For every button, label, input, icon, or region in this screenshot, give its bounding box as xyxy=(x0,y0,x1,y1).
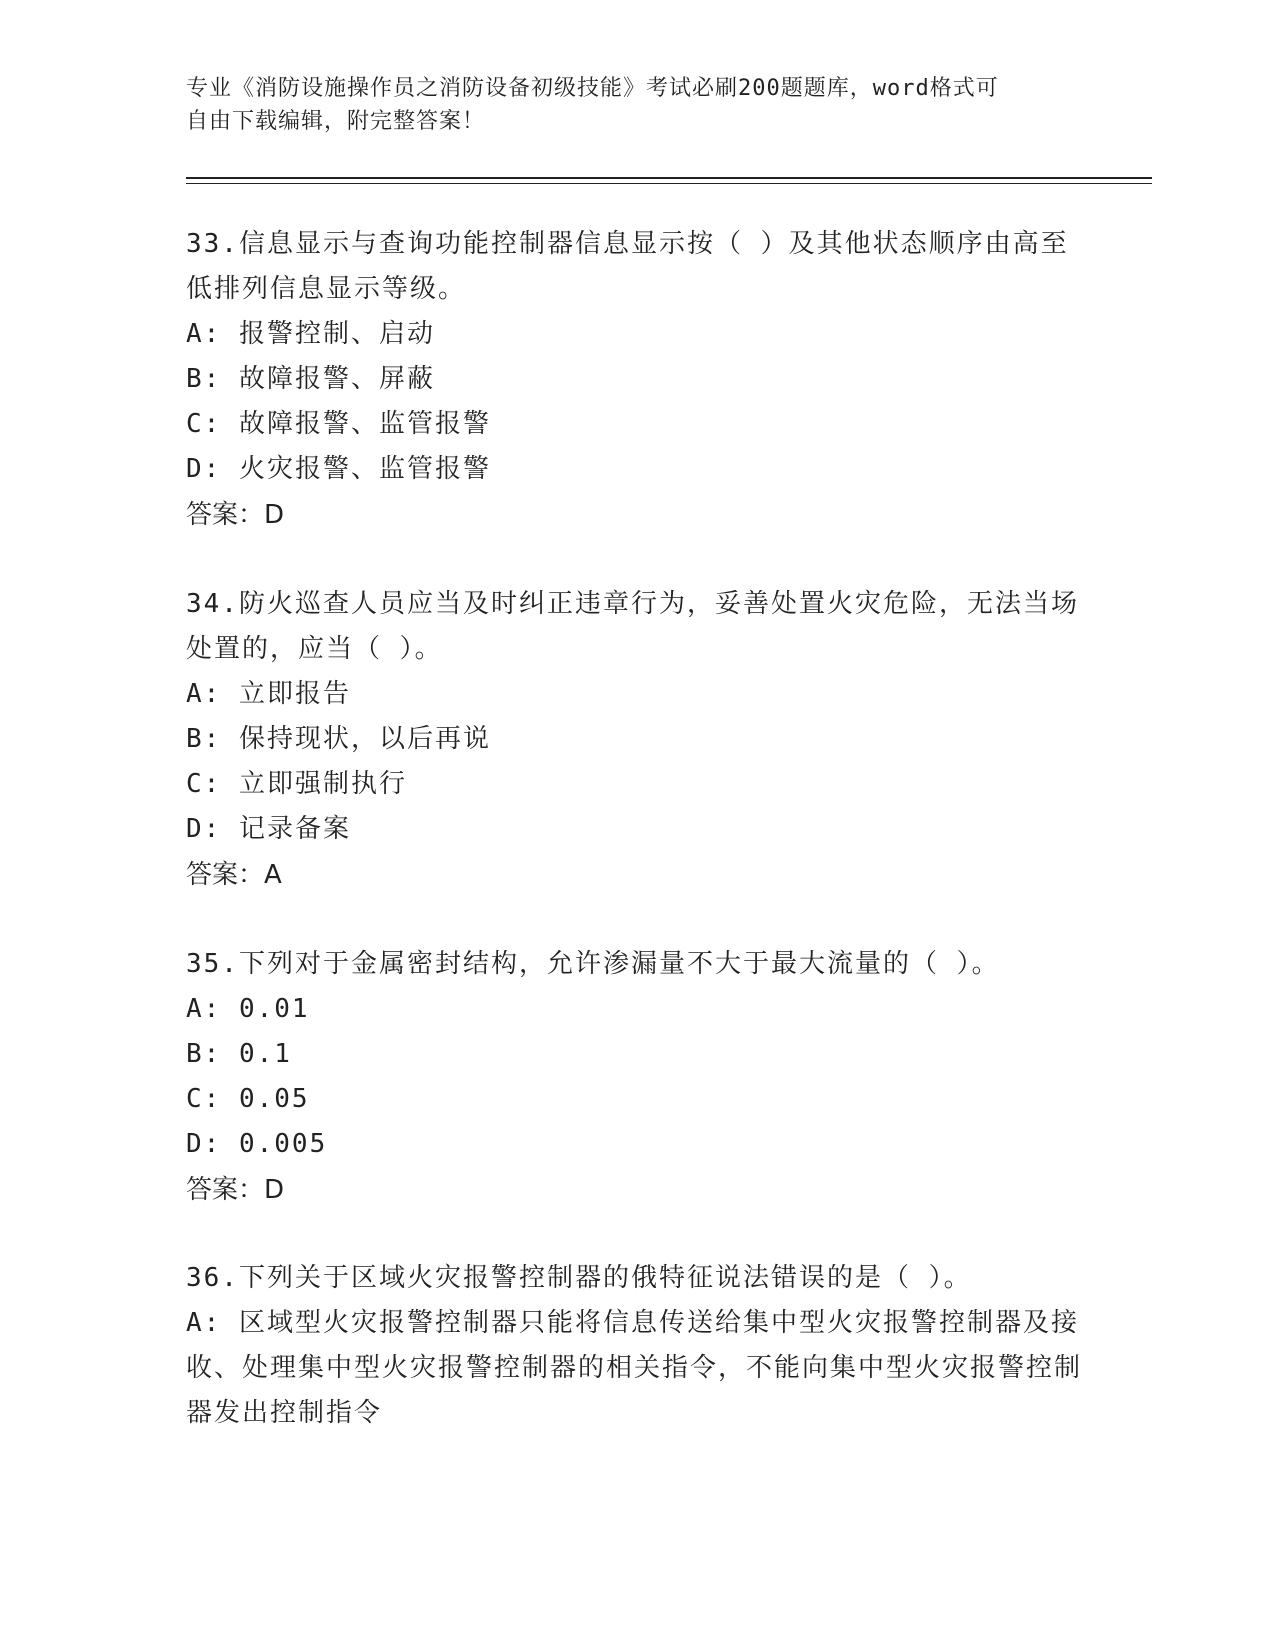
option-b: B: 保持现状，以后再说 xyxy=(186,724,491,754)
option-c: C: 0.05 xyxy=(186,1084,310,1114)
option-b: B: 0.1 xyxy=(186,1039,292,1069)
header-line-1: 专业《消防设施操作员之消防设备初级技能》考试必刷200题题库，word格式可 xyxy=(186,76,999,101)
question-stem: 35.下列对于金属密封结构，允许渗漏量不大于最大流量的（ ）。 xyxy=(186,949,1000,979)
question-34 xyxy=(186,582,1086,898)
answer: 答案：A xyxy=(186,860,282,890)
header-divider-thin xyxy=(186,183,1152,184)
option-d: D: 记录备案 xyxy=(186,814,351,844)
option-b: B: 故障报警、屏蔽 xyxy=(186,364,435,394)
answer: 答案：D xyxy=(186,1175,285,1205)
question-stem: 34.防火巡查人员应当及时纠正违章行为，妥善处置火灾危险，无法当场处置的，应当（ ）。 xyxy=(186,589,1079,664)
question-stem: 33.信息显示与查询功能控制器信息显示按（ ）及其他状态顺序由高至低排列信息显示等级。 xyxy=(186,229,1069,304)
question-33 xyxy=(186,222,1086,538)
header-line-2: 自由下载编辑，附完整答案！ xyxy=(186,109,486,134)
option-a: A: 区域型火灾报警控制器只能将信息传送给集中型火灾报警控制器及接收、处理集中型火灾报警控制器的相关指令，不能向集中型火灾报警控制器发出控制指令 xyxy=(186,1308,1083,1428)
option-a: A: 立即报告 xyxy=(186,679,351,709)
option-c: C: 立即强制执行 xyxy=(186,769,407,799)
question-36 xyxy=(186,1256,1086,1436)
option-c: C: 故障报警、监管报警 xyxy=(186,409,491,439)
header-divider xyxy=(186,177,1152,179)
option-a: A: 报警控制、启动 xyxy=(186,319,435,349)
question-stem: 36.下列关于区域火灾报警控制器的俄特征说法错误的是（ ）。 xyxy=(186,1263,972,1293)
document-header xyxy=(186,72,1066,138)
option-d: D: 火灾报警、监管报警 xyxy=(186,454,491,484)
option-a: A: 0.01 xyxy=(186,994,310,1024)
option-d: D: 0.005 xyxy=(186,1129,328,1159)
question-35 xyxy=(186,942,1086,1213)
answer: 答案：D xyxy=(186,500,285,530)
